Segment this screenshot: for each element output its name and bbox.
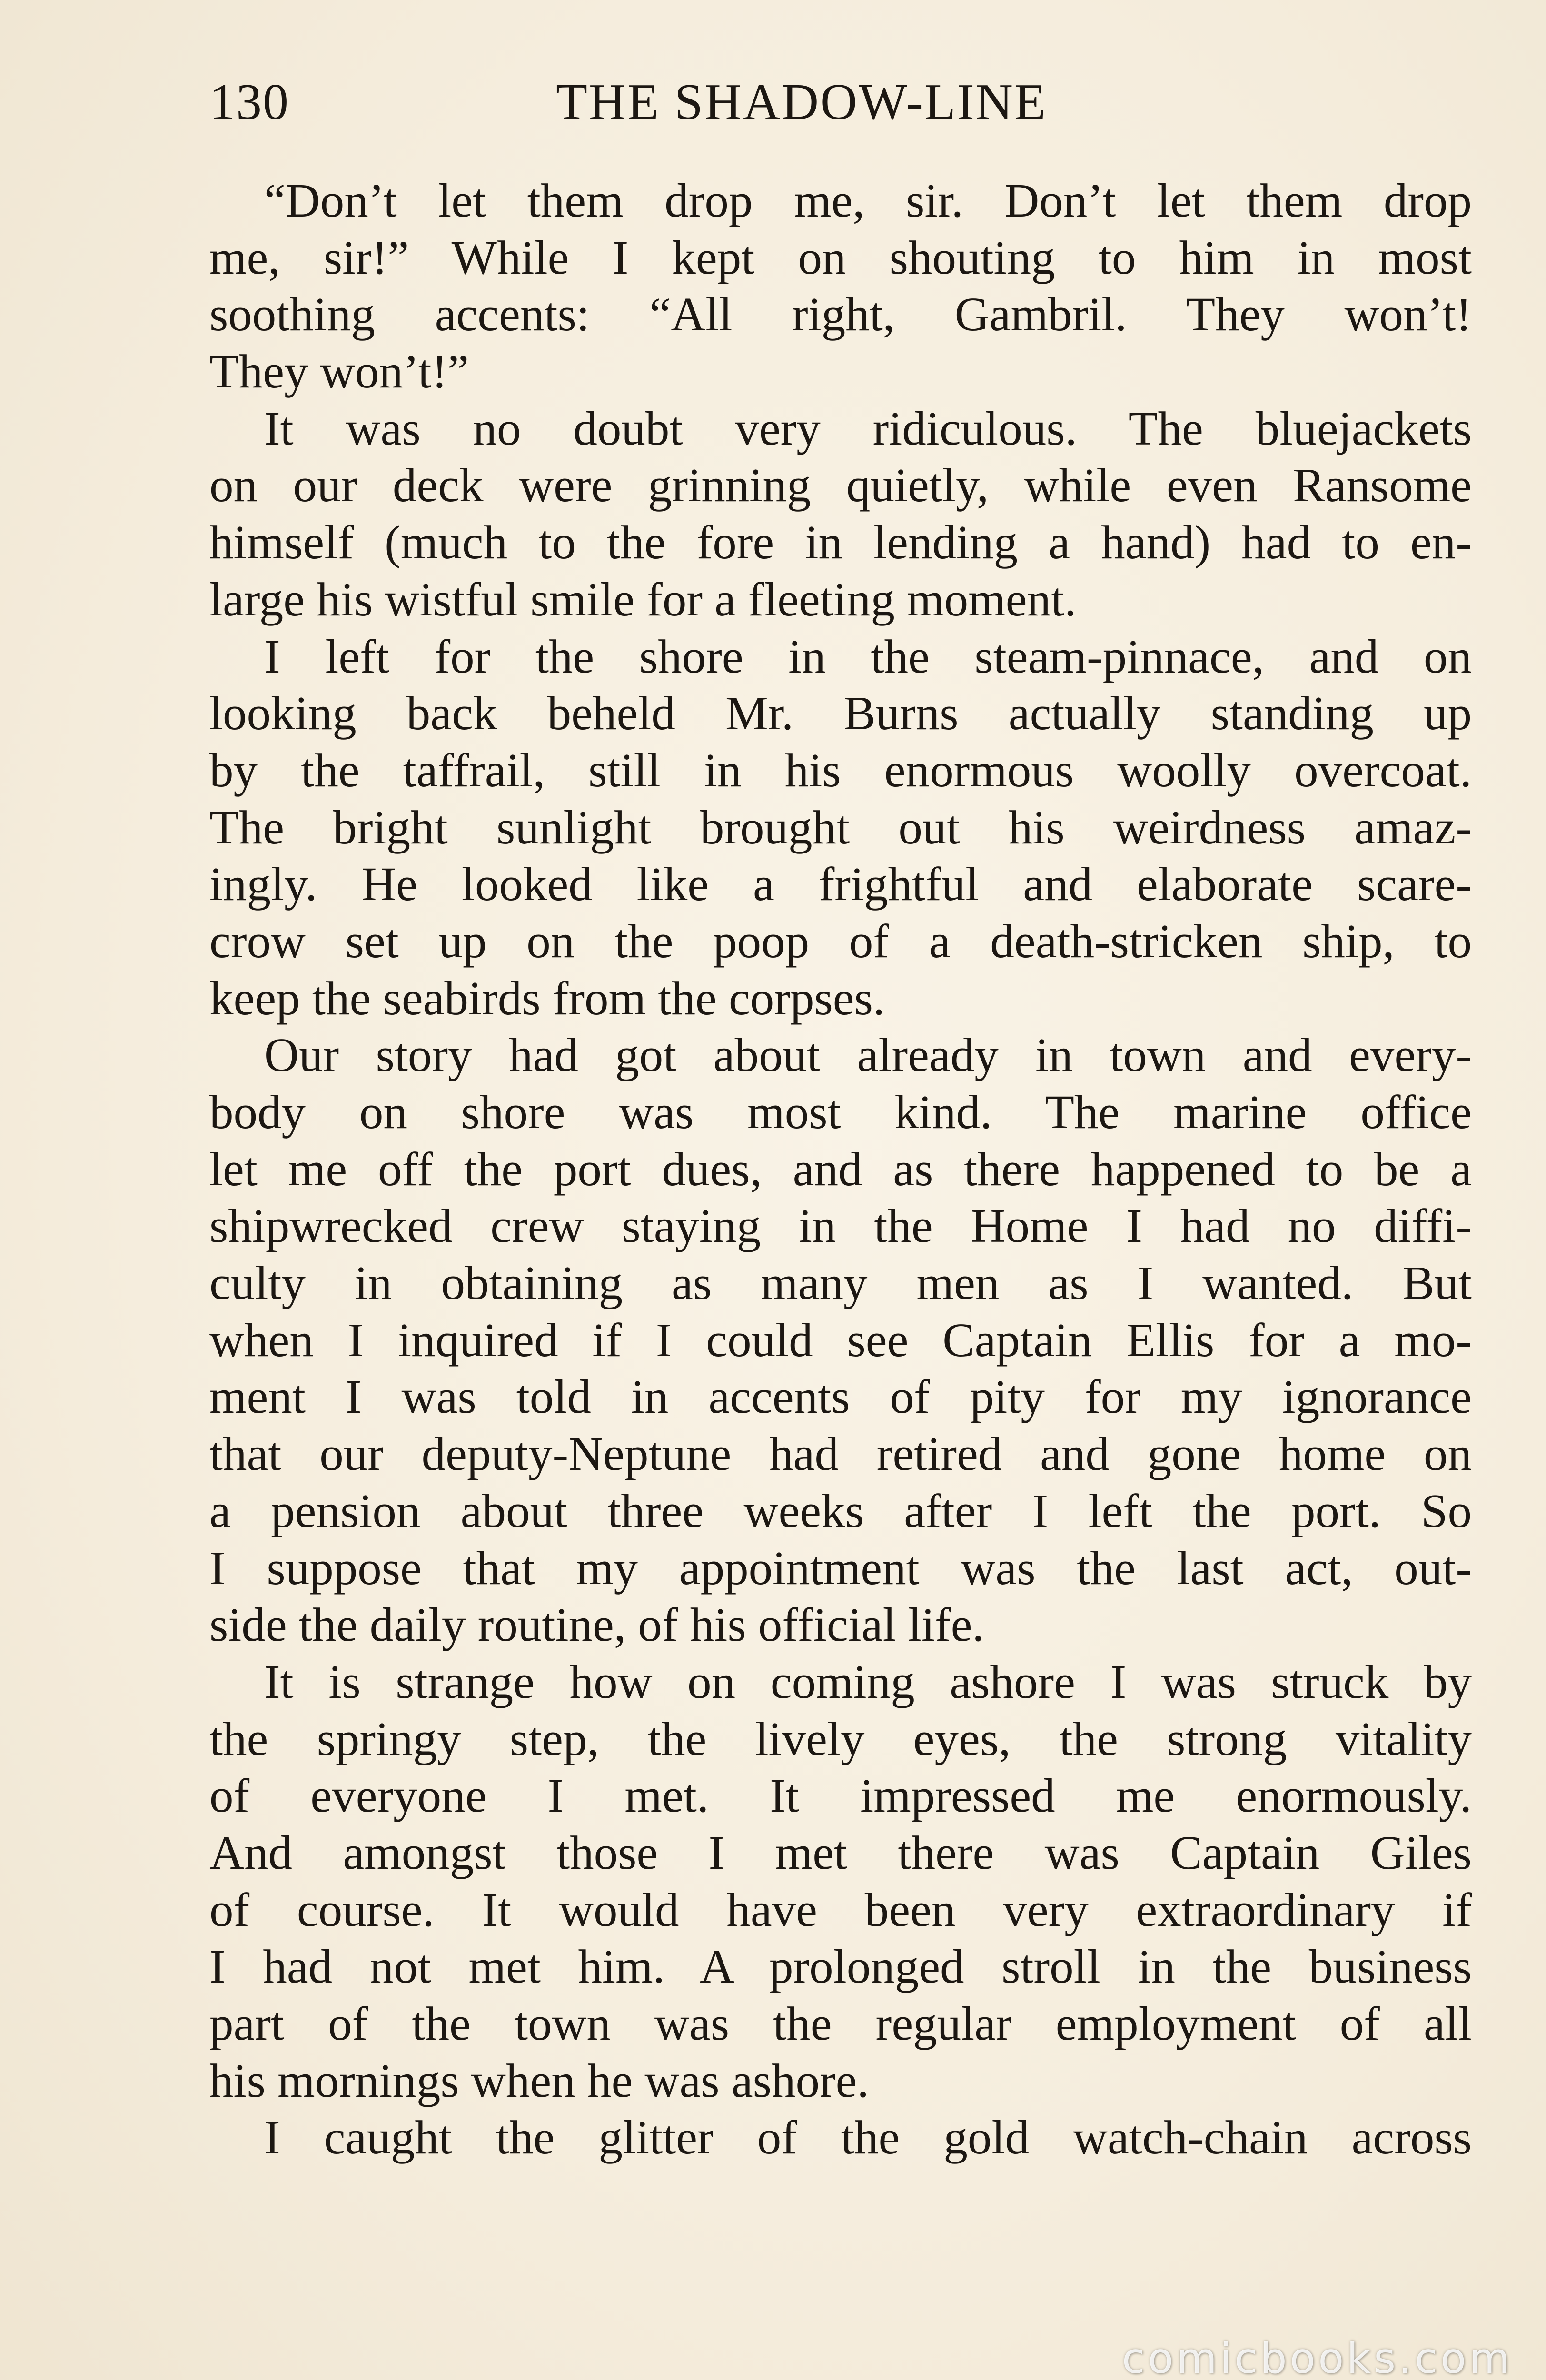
text-line: when I inquired if I could see Captain Ellis for a mo- <box>209 1313 1472 1367</box>
text-line: culty in obtaining as many men as I wanted. But <box>209 1256 1472 1310</box>
text-line: I left for the shore in the steam-pinnace, and on <box>264 629 1472 683</box>
text-line: body on shore was most kind. The marine office <box>209 1085 1472 1139</box>
text-line: that our deputy-Neptune had retired and gone home on <box>209 1427 1472 1481</box>
watermark: comicbooks.com <box>1121 2334 1513 2380</box>
text-line: a pension about three weeks after I left the port. So <box>209 1484 1472 1537</box>
paragraph <box>209 172 1472 400</box>
text-line: on our deck were grinning quietly, while even Ransome <box>209 458 1472 512</box>
text-line: his mornings when he was ashore. <box>209 2053 869 2107</box>
text-line: Our story had got about already in town and every- <box>264 1028 1472 1082</box>
text-line: shipwrecked crew staying in the Home I had no diffi- <box>209 1199 1472 1253</box>
text-line: let me off the port dues, and as there happened to be a <box>209 1142 1472 1196</box>
text-line: part of the town was the regular employment of all <box>209 1997 1472 2050</box>
text-line: I suppose that my appointment was the last act, out- <box>209 1541 1472 1595</box>
text-line: They won’t!” <box>209 345 469 398</box>
text-line: I had not met him. A prolonged stroll in the business <box>209 1940 1472 1993</box>
text-line: “Don’t let them drop me, sir. Don’t let them drop <box>264 174 1472 227</box>
text-line: looking back beheld Mr. Burns actually standing up <box>209 686 1472 740</box>
text-line: keep the seabirds from the corpses. <box>209 971 885 1025</box>
text-line: large his wistful smile for a fleeting moment. <box>209 572 1077 626</box>
text-line: soothing accents: “All right, Gambril. They won’t! <box>209 288 1472 341</box>
paragraph <box>209 1654 1472 2110</box>
text-line: It is strange how on coming ashore I was struck by <box>264 1655 1472 1708</box>
text-line: ment I was told in accents of pity for my ignorance <box>209 1370 1472 1424</box>
page-header <box>209 71 1546 133</box>
text-line: crow set up on the poop of a death-stricken ship, to <box>209 914 1472 968</box>
paragraph <box>209 1027 1472 1654</box>
page-number: 130 <box>209 74 289 130</box>
paragraph <box>209 628 1472 1027</box>
body-text <box>209 172 1472 2166</box>
text-line: of everyone I met. It impressed me enormously. <box>209 1769 1472 1823</box>
running-head: THE SHADOW-LINE <box>556 74 1047 130</box>
paragraph <box>209 400 1472 628</box>
text-line: me, sir!” While I kept on shouting to him in most <box>209 230 1472 284</box>
text-line: ingly. He looked like a frightful and elaborate scare- <box>209 857 1472 911</box>
text-line: the springy step, the lively eyes, the strong vitality <box>209 1712 1472 1765</box>
text-line: And amongst those I met there was Captain Giles <box>209 1825 1472 1879</box>
text-line: by the taffrail, still in his enormous woolly overcoat. <box>209 743 1472 797</box>
text-line: It was no doubt very ridiculous. The bluejackets <box>264 401 1472 455</box>
text-line: I caught the glitter of the gold watch-chain across <box>264 2111 1472 2164</box>
text-line: side the daily routine, of his official life. <box>209 1598 984 1652</box>
text-line: The bright sunlight brought out his weirdness amaz- <box>209 800 1472 854</box>
paragraph <box>209 2109 1472 2166</box>
text-line: of course. It would have been very extraordinary if <box>209 1883 1472 1936</box>
text-line: himself (much to the fore in lending a hand) had to en- <box>209 516 1472 569</box>
